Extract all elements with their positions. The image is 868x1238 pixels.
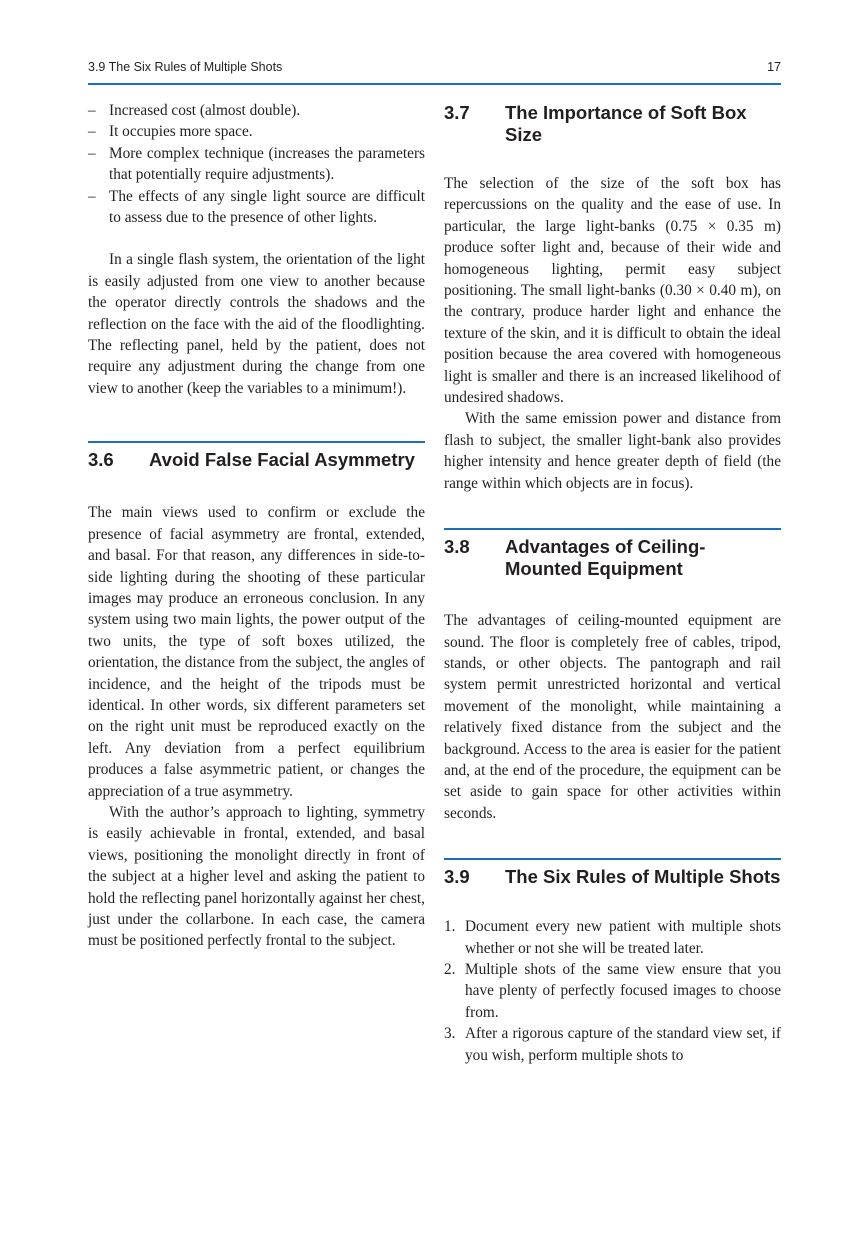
item-text: Multiple shots of the same view ensure that you have plenty of perfectly focused images to choose from. (465, 960, 781, 1021)
item-number: 2. (444, 960, 456, 978)
left-column (88, 98, 425, 952)
section-number: 3.8 (444, 536, 470, 558)
page-number: 17 (767, 60, 781, 74)
header-rule (88, 83, 781, 85)
paragraph: The selection of the size of the soft box has repercussions on the quality and the ease of use. In particular, the large light-banks (0.75 × 0.35 m) produce softer light and, because of their wide and homogeneous lighting, permit easy subject positioning. The small light-banks (0.30 × 0.40 m), on the contrary, produce harder light and enhance the texture of the skin, and it is difficult to obtain the ideal position because the area covered with homogeneous light is smaller and there is an increased likelihood of undesired shadows. (444, 175, 781, 407)
section-heading (444, 102, 781, 146)
section-title: The Importance of Soft Box Size (505, 102, 747, 145)
running-title: 3.9 The Six Rules of Multiple Shots (88, 60, 283, 74)
drawbacks-list (88, 100, 425, 228)
section-heading (444, 536, 781, 580)
item-number: 3. (444, 1025, 456, 1043)
section-3-9 (444, 858, 781, 1066)
list-item (444, 1023, 781, 1066)
list-item: – The effects of any single light source are difficult to assess due to the presence of other lights. (88, 186, 425, 229)
item-text: Document every new patient with multiple shots whether or not she will be treated later. (465, 918, 781, 957)
section-heading (444, 866, 781, 888)
paragraph: With the author’s approach to lighting, symmetry is easily achievable in frontal, extended, and basal views, positioning the monolight directly in front of the subject at a higher level and asking the patient to hold the reflecting panel horizontally against her chest, just under the collarbone. In each case, the camera must be positioned perfectly frontal to the subject. (88, 803, 425, 950)
section-rule (444, 858, 781, 860)
section-number: 3.9 (444, 866, 470, 888)
list-item: – Increased cost (almost double). (88, 100, 425, 121)
section-rule (444, 528, 781, 530)
section-3-8 (444, 528, 781, 824)
paragraph: The advantages of ceiling-mounted equipment are sound. The floor is completely free of cables, tripod, stands, or other objects. The pantograph and rail system permit unrestricted horizontal and vertical movement of the monolight, while maintaining a relatively fixed distance from the subject and the background. Access to the area is easier for the patient and, at the end of the procedure, the equipment can be set aside to gain space for other activities within seconds. (444, 612, 781, 822)
rules-list (444, 916, 781, 1066)
item-text: After a rigorous capture of the standard view set, if you wish, perform multiple shots to (465, 1025, 781, 1064)
running-header (88, 60, 781, 74)
list-item: – More complex technique (increases the parameters that potentially require adjustments). (88, 143, 425, 186)
paragraph: The main views used to confirm or exclude the presence of facial asymmetry are frontal, extended, and basal. For that reason, any differences in side-to-side lighting during the shooting of these particular images may produce an erroneous conclusion. In any system using two main lights, the power output of the two units, the type of soft boxes utilized, the orientation, the distance from the subject, the angles of incidence, and the height of the tripods must be identical. In other words, six different parameters set on the right unit must be reproduced exactly on the left. Any deviation from a perfect equilibrium produces a false asymmetric patient, or changes the appreciation of a true asymmetry. (88, 504, 425, 800)
section-number: 3.6 (88, 449, 114, 471)
section-title: Advantages of Ceiling-Mounted Equipment (505, 536, 706, 580)
section-rule (88, 441, 425, 443)
right-column (444, 98, 781, 1066)
list-item: – It occupies more space. (88, 121, 425, 142)
section-number: 3.7 (444, 102, 470, 123)
item-number: 1. (444, 918, 456, 936)
paragraph: With the same emission power and distance from flash to subject, the smaller light-bank also provides higher intensity and hence greater depth of field (the range within which objects are in focus). (444, 410, 781, 492)
section-title: The Six Rules of Multiple Shots (505, 866, 781, 888)
section-3-6 (88, 441, 425, 952)
section-heading (88, 449, 425, 471)
paragraph: In a single flash system, the orientation of the light is easily adjusted from one view to another because the operator directly controls the shadows and the reflection on the face with the aid of the floodlighting. The reflecting panel, held by the patient, does not require any adjustment during the change from one view to another (keep the variables to a minimum!). (88, 251, 425, 397)
section-title: Avoid False Facial Asymmetry (149, 449, 415, 471)
section-3-7 (444, 102, 781, 494)
list-item (444, 959, 781, 1023)
list-item (444, 916, 781, 959)
